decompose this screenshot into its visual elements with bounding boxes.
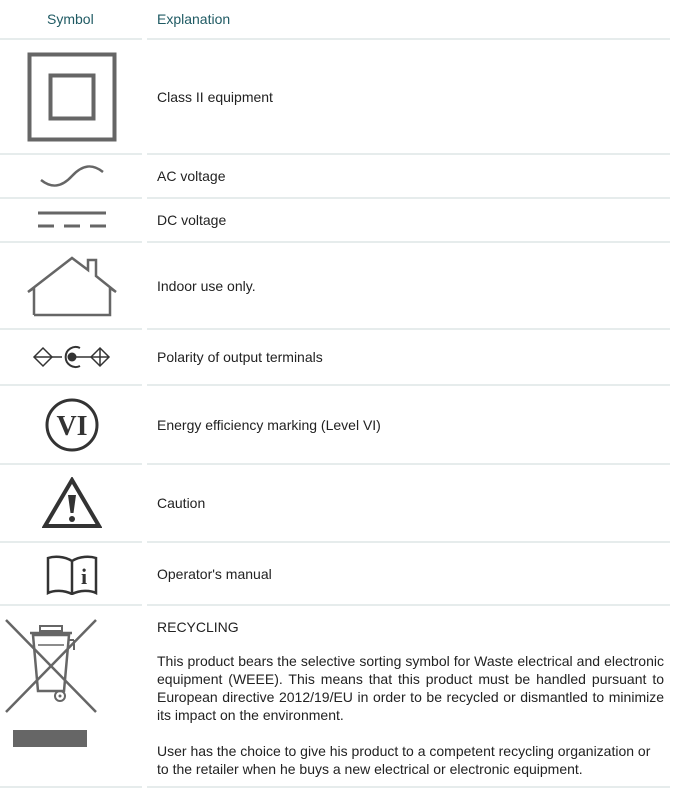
dc-voltage-icon <box>0 199 143 241</box>
table-row <box>0 330 676 384</box>
ac-voltage-icon <box>0 155 143 197</box>
row-explanation: Energy efficiency marking (Level VI) <box>157 416 381 433</box>
caution-triangle-icon <box>0 465 143 541</box>
recycling-paragraph-2: User has the choice to give his product to a competent recycling organization or to the retailer when he buys a new electrical or electronic equipment. <box>157 743 651 777</box>
header-explanation: Explanation <box>157 11 231 27</box>
manual-info-label: i <box>80 563 87 589</box>
table-row <box>0 243 676 328</box>
vi-label: VI <box>55 410 88 442</box>
class-ii-equipment-icon <box>0 40 143 153</box>
row-explanation: Caution <box>157 495 206 511</box>
table-row <box>0 199 676 241</box>
recycling-title: RECYCLING <box>157 619 239 635</box>
row-explanation: Operator's manual <box>157 565 272 582</box>
row-explanation: AC voltage <box>157 168 226 184</box>
operators-manual-icon <box>0 543 143 604</box>
separator <box>0 786 676 788</box>
table-row <box>0 543 676 604</box>
row-explanation: DC voltage <box>157 212 227 228</box>
energy-efficiency-vi-icon <box>0 386 143 463</box>
indoor-use-house-icon <box>0 243 143 328</box>
table-row <box>0 465 676 541</box>
weee-symbol <box>0 606 143 786</box>
row-explanation: Indoor use only. <box>157 277 256 294</box>
header-symbol: Symbol <box>47 11 94 27</box>
recycling-explanation <box>157 606 664 798</box>
table-row <box>0 386 676 463</box>
row-explanation: Polarity of output terminals <box>157 349 323 365</box>
recycling-paragraph-1: This product bears the selective sorting symbol for Waste electrical and electronic equipment (WEEE). This means that this product must be handled pursuant to European directive 2012/19/EU in order to be recycled or dismantled to minimize its impact on the environment. <box>157 653 664 723</box>
table-header <box>0 0 676 38</box>
row-explanation: Class II equipment <box>157 88 273 105</box>
polarity-icon <box>0 330 143 384</box>
table-row <box>0 155 676 197</box>
weee-crossed-bin-icon <box>0 618 100 758</box>
recycling-row <box>0 606 676 786</box>
table-row <box>0 40 676 153</box>
